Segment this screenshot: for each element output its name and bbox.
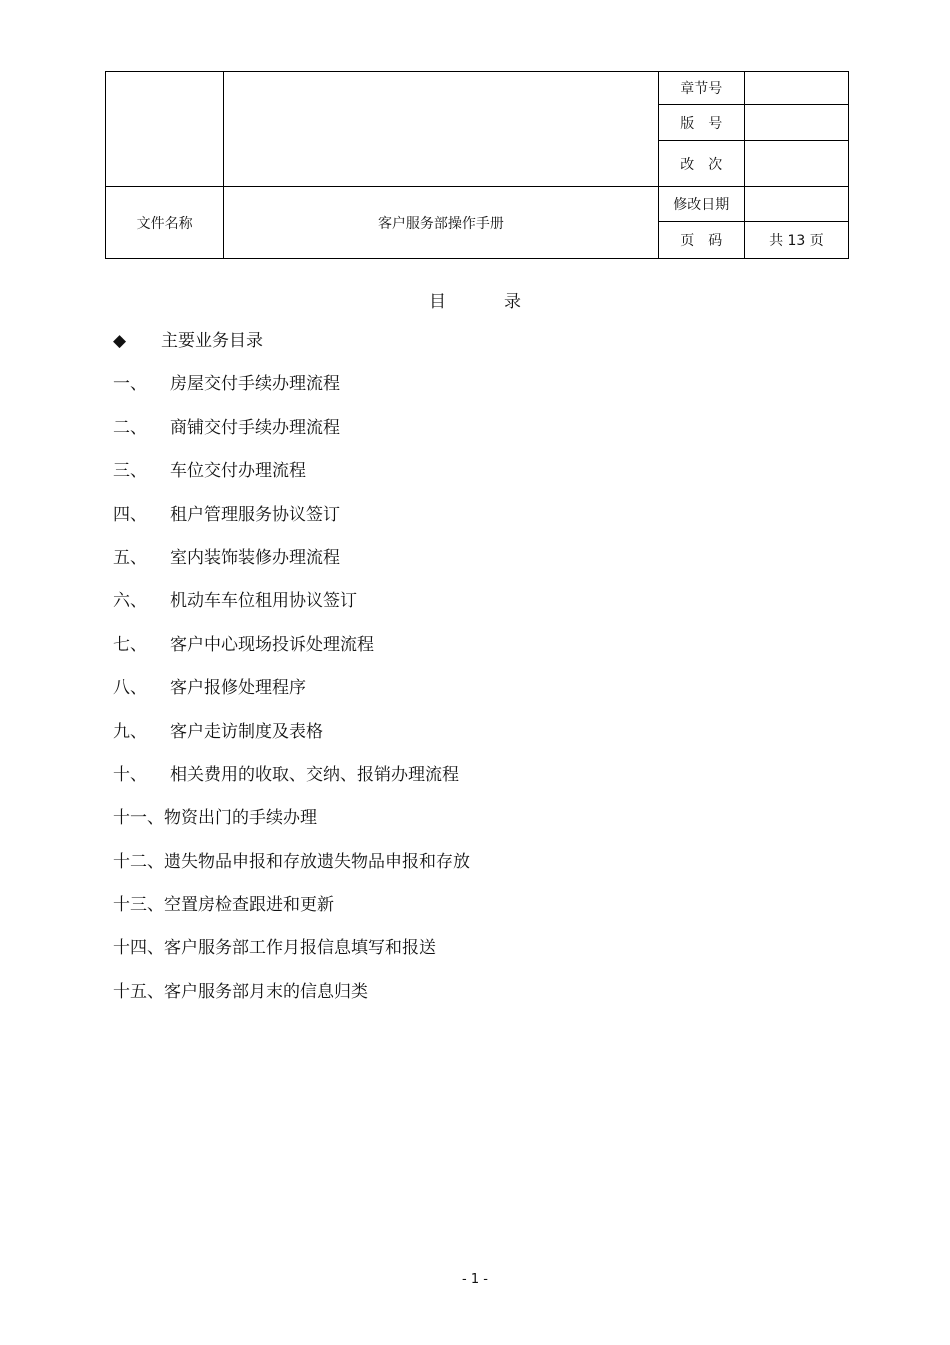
toc-list [113,328,470,1022]
toc-section-heading [113,328,470,371]
toc-item-text: 房屋交付手续办理流程 [170,374,340,395]
toc-section-heading-text: 主要业务目录 [161,331,263,351]
toc-item-number: 十五、 [113,981,164,1002]
toc-item[interactable] [113,545,470,588]
toc-item-text: 物资出门的手续办理 [164,808,317,829]
toc-item[interactable] [113,458,470,501]
toc-item-number: 八、 [113,678,147,699]
toc-item-text: 机动车车位租用协议签订 [170,591,357,612]
toc-item[interactable] [113,979,470,1022]
toc-item-text: 相关费用的收取、交纳、报销办理流程 [170,764,459,785]
toc-item-text: 客户报修处理程序 [170,678,306,699]
version-label: 版号 [658,105,744,141]
toc-item-text: 客户中心现场投诉处理流程 [170,634,374,655]
toc-item-number: 一、 [113,374,147,395]
toc-item[interactable] [113,762,470,805]
toc-item[interactable] [113,719,470,762]
modified-date-value [744,187,848,222]
toc-item-number: 十四、 [113,938,164,959]
revision-value [744,141,848,187]
revision-label: 改次 [658,141,744,187]
toc-item-text: 车位交付办理流程 [170,461,306,482]
toc-item[interactable] [113,849,470,892]
toc-item-text: 空置房检查跟进和更新 [164,895,334,916]
document-header-table [105,71,849,259]
diamond-bullet-icon: ◆ [113,331,127,351]
toc-item-number: 二、 [113,417,147,438]
title-blank-cell [224,72,659,187]
toc-item[interactable] [113,588,470,631]
chapter-label: 章节号 [658,72,744,105]
toc-item[interactable] [113,892,470,935]
toc-item-text: 客户走访制度及表格 [170,721,323,742]
chapter-value [744,72,848,105]
toc-item-number: 四、 [113,504,147,525]
toc-item-text: 遗失物品申报和存放遗失物品申报和存放 [164,851,470,872]
toc-title: 目录 [429,292,579,312]
logo-cell [106,72,224,187]
toc-item-text: 客户服务部工作月报信息填写和报送 [164,938,436,959]
page-value: 共 13 页 [744,222,848,259]
toc-item[interactable] [113,935,470,978]
toc-item-text: 商铺交付手续办理流程 [170,417,340,438]
toc-item[interactable] [113,805,470,848]
toc-item-number: 三、 [113,461,147,482]
file-name-label: 文件名称 [106,187,224,259]
modified-date-label: 修改日期 [658,187,744,222]
toc-item-number: 五、 [113,547,147,568]
file-name-value: 客户服务部操作手册 [224,187,659,259]
toc-item[interactable] [113,371,470,414]
toc-item-text: 室内装饰装修办理流程 [170,547,340,568]
toc-item-number: 十三、 [113,895,164,916]
toc-item-number: 十一、 [113,808,164,829]
toc-item[interactable] [113,415,470,458]
toc-item-number: 六、 [113,591,147,612]
page-label: 页码 [658,222,744,259]
toc-item[interactable] [113,632,470,675]
toc-item-text: 租户管理服务协议签订 [170,504,340,525]
toc-item[interactable] [113,675,470,718]
toc-item-number: 十二、 [113,851,164,872]
toc-item-number: 十、 [113,764,147,785]
page-number: - 1 - [462,1272,488,1287]
toc-item-number: 七、 [113,634,147,655]
toc-item[interactable] [113,502,470,545]
version-value [744,105,848,141]
toc-item-text: 客户服务部月末的信息归类 [164,981,368,1002]
toc-item-number: 九、 [113,721,147,742]
